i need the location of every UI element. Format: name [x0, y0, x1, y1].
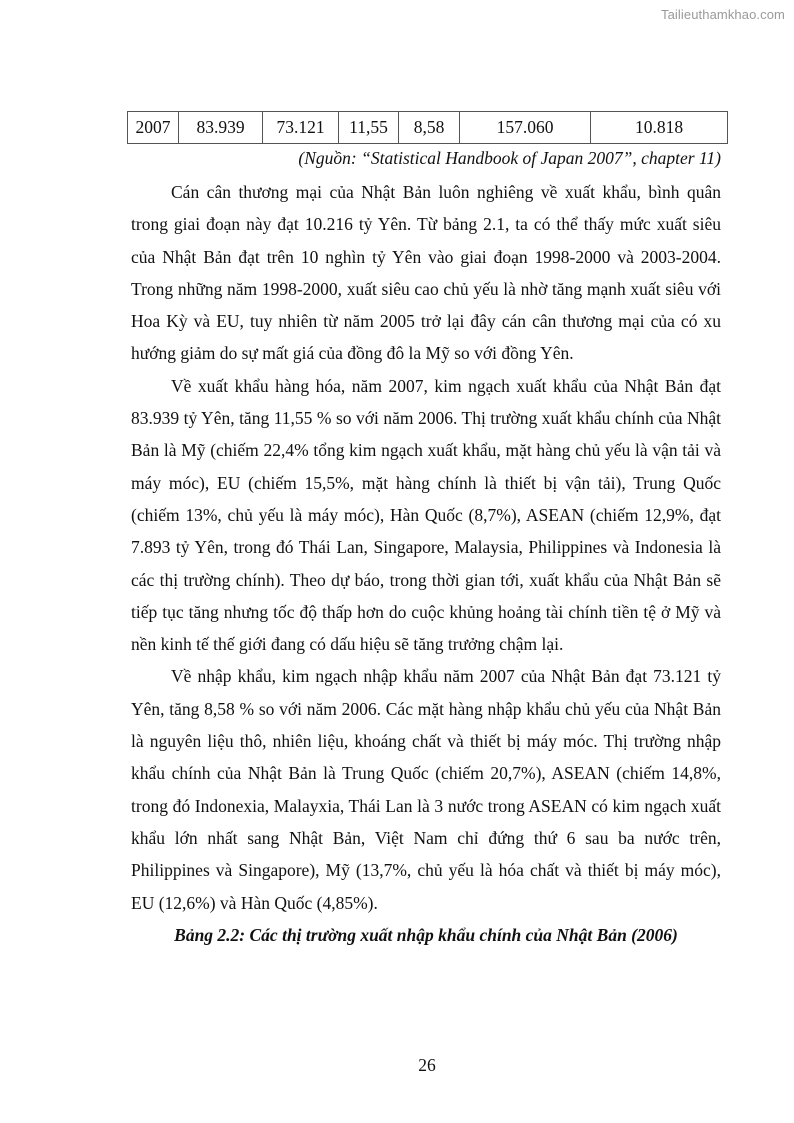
table-cell-year: 2007	[128, 112, 179, 144]
watermark: Tailieuthamkhao.com	[660, 7, 785, 22]
body-text	[131, 176, 721, 951]
trade-table-fragment	[127, 111, 728, 144]
paragraph-exports: Về xuất khẩu hàng hóa, năm 2007, kim ngạch xuất khẩu của Nhật Bản đạt 83.939 tỷ Yên, tăng 11,55 % so với năm 2006. Thị trường xuất khẩu chính của Nhật Bản là Mỹ (chiếm 22,4% tổng kim ngạch xuất khẩu, mặt hàng chủ yếu là vận tải và máy móc), EU (chiếm 15,5%, mặt hàng chính là thiết bị vận tải), Trung Quốc (chiếm 13%, chủ yếu là máy móc), Hàn Quốc (8,7%), ASEAN (chiếm 12,9%, đạt 7.893 tỷ Yên, trong đó Thái Lan, Singapore, Malaysia, Philippines và Indonesia là các thị trường chính). Theo dự báo, trong thời gian tới, xuất khẩu của Nhật Bản sẽ tiếp tục tăng nhưng tốc độ thấp hơn do cuộc khủng hoảng tài chính tiền tệ ở Mỹ và nền kinh tế thế giới đang có dấu hiệu sẽ tăng trưởng chậm lại.	[131, 375, 721, 655]
page-number: 26	[418, 1055, 436, 1075]
table-cell-exports: 83.939	[179, 112, 263, 144]
table-cell-imports: 73.121	[263, 112, 339, 144]
table-cell-import-growth: 8,58	[399, 112, 460, 144]
paragraph-trade-balance: Cán cân thương mại của Nhật Bản luôn nghiêng về xuất khẩu, bình quân trong giai đoạn này đạt 10.216 tỷ Yên. Từ bảng 2.1, ta có thể thấy mức xuất siêu của Nhật Bản đạt trên 10 nghìn tỷ Yên vào giai đoạn 1998-2000 và 2003-2004. Trong những năm 1998-2000, xuất siêu cao chủ yếu là nhờ tăng mạnh xuất siêu với Hoa Kỳ và EU, tuy nhiên từ năm 2005 trở lại đây cán cân thương mại của có xu hướng giảm do sự mất giá của đồng đô la Mỹ so với đồng Yên.	[131, 182, 721, 364]
table-row	[128, 112, 728, 144]
table-cell-balance: 10.818	[591, 112, 728, 144]
table-caption: Bảng 2.2: Các thị trường xuất nhập khẩu chính của Nhật Bản (2006)	[174, 924, 678, 945]
paragraph-imports: Về nhập khẩu, kim ngạch nhập khẩu năm 2007 của Nhật Bản đạt 73.121 tỷ Yên, tăng 8,58 % so với năm 2006. Các mặt hàng nhập khẩu chủ yếu của Nhật Bản là nguyên liệu thô, nhiên liệu, khoáng chất và thiết bị máy móc. Thị trường nhập khẩu chính của Nhật Bản là Trung Quốc (chiếm 20,7%), ASEAN (chiếm 14,8%, trong đó Indonexia, Malayxia, Thái Lan là 3 nước trong ASEAN có kim ngạch xuất khẩu lớn nhất sang Nhật Bản, Việt Nam chỉ đứng thứ 6 sau ba nước trên, Philippines và Singapore), Mỹ (13,7%, chủ yếu là hóa chất và thiết bị máy móc), EU (12,6%) và Hàn Quốc (4,85%).	[131, 666, 721, 913]
source-note: (Nguồn: “Statistical Handbook of Japan 2007”, chapter 11)	[298, 148, 721, 168]
table-cell-total: 157.060	[460, 112, 591, 144]
table-cell-export-growth: 11,55	[339, 112, 399, 144]
